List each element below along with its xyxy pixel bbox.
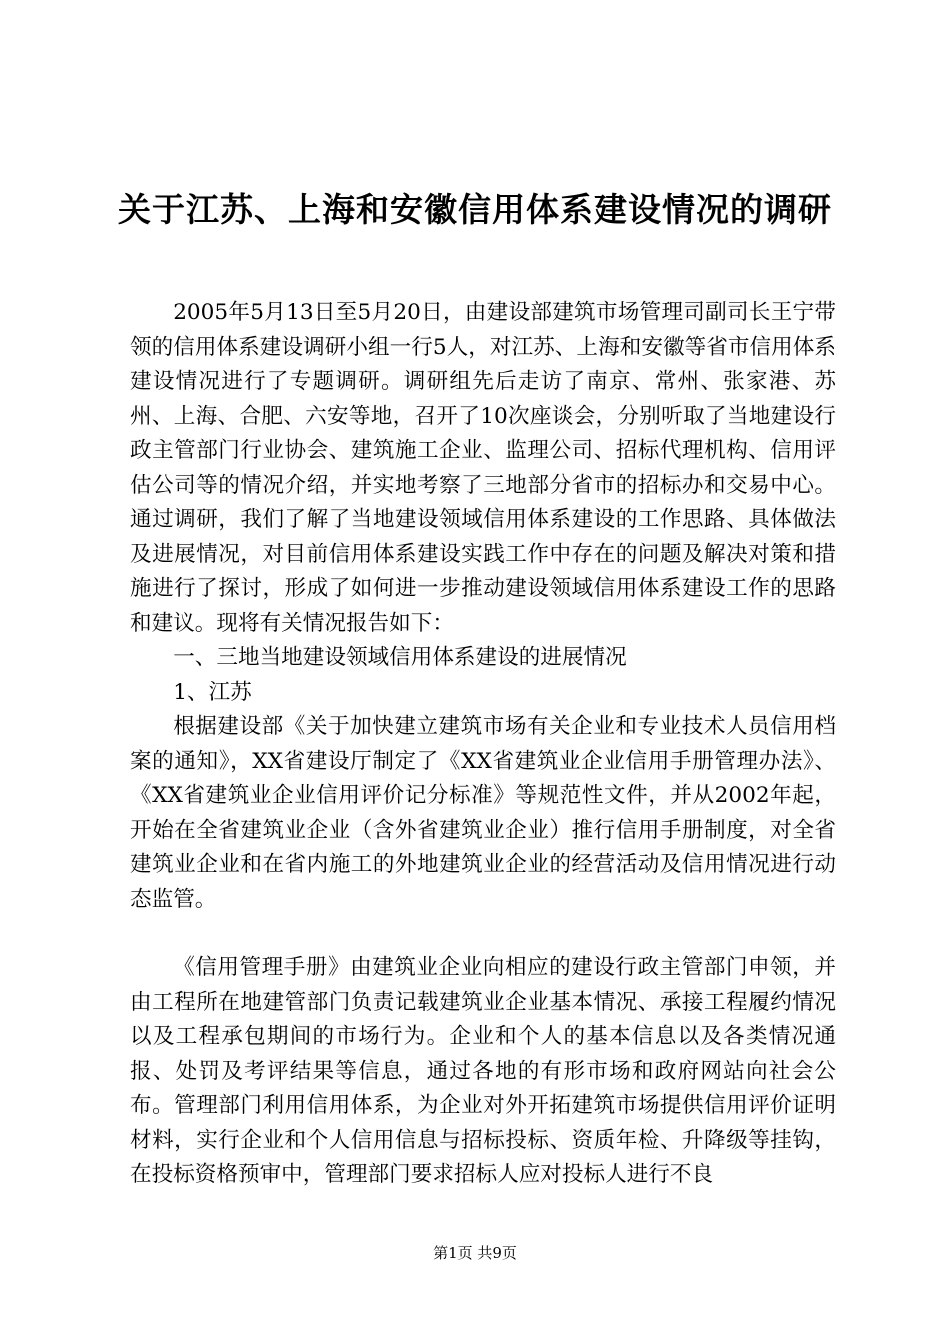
document-title: 关于江苏、上海和安徽信用体系建设情况的调研: [118, 190, 832, 229]
subsection-heading: 1、江苏: [173, 679, 252, 705]
paragraph-jiangsu: 根据建设部《关于加快建立建筑市场有关企业和专业技术人员信用档案的通知》，XX省建设厅制定了《XX省建筑业企业信用手册管理办法》、《XX省建筑业企业信用评价记分标准》等规范性文件，并从2002年起，开始在全省建筑业企业（含外省建筑业企业）推行信用手册制度，对全省建筑业企业和在省内施工的外地建筑业企业的经营活动及信用情况进行动态监管。: [130, 714, 836, 912]
section-heading: 一、三地当地建设领域信用体系建设的进展情况: [173, 645, 627, 670]
paragraph-intro: 2005年5月13日至5月20日，由建设部建筑市场管理司副司长王宁带领的信用体系建设调研小组一行5人，对江苏、上海和安徽等省市信用体系建设情况进行了专题调研。调研组先后走访了南京、常州、张家港、苏州、上海、合肥、六安等地，召开了10次座谈会，分别听取了当地建设行政主管部门行业协会、建筑施工企业、监理公司、招标代理机构、信用评估公司等的情况介绍，并实地考察了三地部分省市的招标办和交易中心。通过调研，我们了解了当地建设领域信用体系建设的工作思路、具体做法及进展情况，对目前信用体系建设实践工作中存在的问题及解决对策和措施进行了探讨，形成了如何进一步推动建设领域信用体系建设工作的思路和建议。现将有关情况报告如下：: [130, 300, 836, 636]
page-footer: 第1页 共9页: [433, 1244, 517, 1262]
paragraph-credit-manual: 《信用管理手册》由建筑业企业向相应的建设行政主管部门申领，并由工程所在地建管部门负责记载建筑业企业基本情况、承接工程履约情况以及工程承包期间的市场行为。企业和个人的基本信息以及各类情况通报、处罚及考评结果等信息，通过各地的有形市场和政府网站向社会公布。管理部门利用信用体系，为企业对外开拓建筑市场提供信用评价证明材料，实行企业和个人信用信息与招标投标、资质年检、升降级等挂钩，在投标资格预审中，管理部门要求招标人应对投标人进行不良: [130, 955, 836, 1187]
document-body: [130, 296, 836, 1193]
